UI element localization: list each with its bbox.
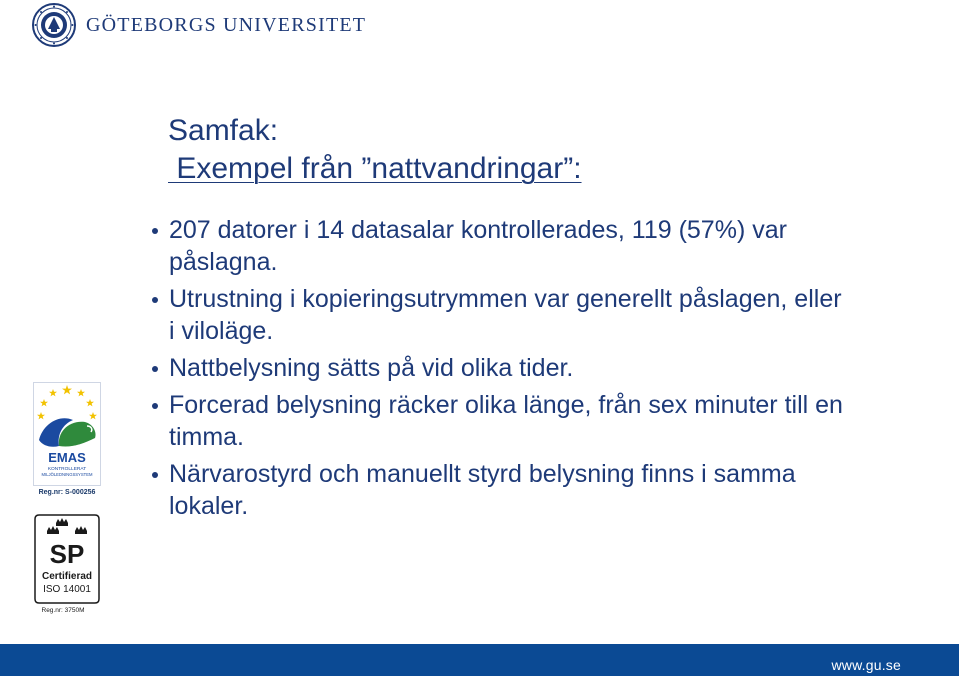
bullet-dot-icon <box>152 472 158 478</box>
header <box>32 2 366 48</box>
emas-label: EMAS <box>48 450 86 465</box>
bullet-dot-icon <box>152 366 158 372</box>
emas-sub1: KONTROLLERAT <box>47 467 87 472</box>
footer-bar <box>0 644 959 676</box>
sp-cert-line1: Certifierad <box>41 571 93 582</box>
bullet-text: Forcerad belysning räcker olika länge, från sex minuter till en timma. <box>169 391 843 451</box>
bullet-text: Utrustning i kopieringsutrymmen var generellt påslagen, eller i viloläge. <box>169 285 842 345</box>
bullet-item <box>150 389 850 453</box>
university-name: GÖTEBORGS UNIVERSITET <box>86 13 367 36</box>
bullet-item <box>150 352 850 384</box>
bullet-text: Nattbelysning sätts på vid olika tider. <box>169 354 574 382</box>
title-line-2: Exempel från ”nattvandringar”: <box>168 152 582 185</box>
slide-title <box>168 112 582 188</box>
emas-reg: Reg.nr: S-000256 <box>38 489 96 496</box>
bullet-text: 207 datorer i 14 datasalar kontrollerades, 119 (57%) var påslagna. <box>169 216 787 276</box>
sp-cert-line2: ISO 14001 <box>43 584 91 595</box>
bullet-item <box>150 283 850 347</box>
sp-reg: Reg.nr: 3750M <box>41 607 85 614</box>
bullet-text: Närvarostyrd och manuellt styrd belysning finns i samma lokaler. <box>169 460 796 520</box>
title-line-1: Samfak: <box>168 114 279 147</box>
bullet-list <box>150 214 850 527</box>
bullet-item <box>150 214 850 278</box>
sp-certified-logo-icon <box>31 513 103 615</box>
bullet-item <box>150 458 850 522</box>
bullet-dot-icon <box>152 297 158 303</box>
emas-sub2: MILJÖLEDNINGSSYSTEM <box>41 472 93 477</box>
footer-url[interactable]: www.gu.se <box>831 657 901 673</box>
university-seal-icon <box>32 3 76 47</box>
emas-logo-icon <box>33 382 101 498</box>
bullet-dot-icon <box>152 403 158 409</box>
sp-label: SP <box>49 539 85 569</box>
bullet-dot-icon <box>152 228 158 234</box>
